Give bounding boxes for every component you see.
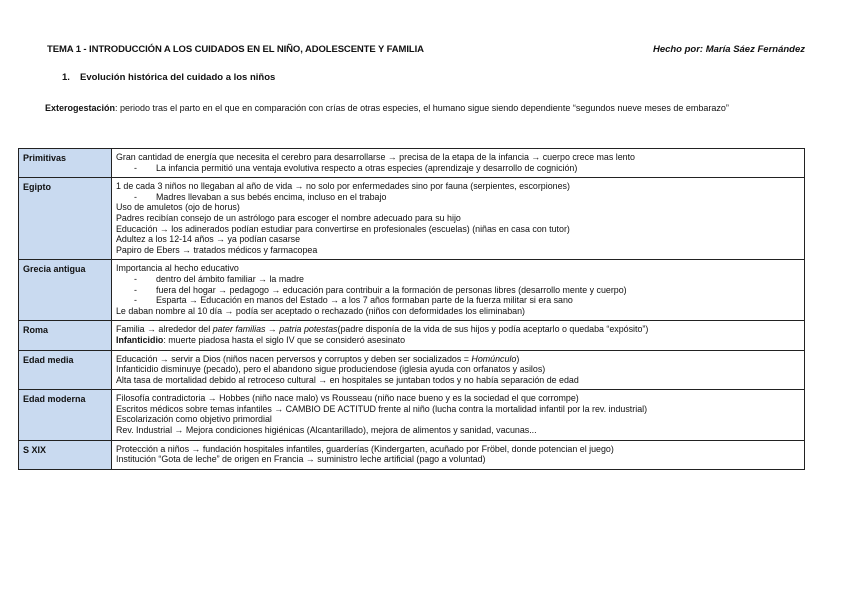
content-line: Institución “Gota de leche” de origen en Francia → suministro leche artificial (pago a voluntad) [116, 454, 486, 465]
table-row-edad-moderna [19, 390, 805, 440]
period-label: Edad media [19, 350, 112, 390]
homunculo-term: Homúnculo [471, 353, 517, 364]
content-line: Infanticidio disminuye (pecado), pero el abandono sigue produciendose (iglesia ayuda con orfanatos y asilos) [116, 364, 546, 375]
bullet-dash: - [134, 273, 137, 284]
table-row-egipto [19, 178, 805, 260]
period-content [112, 260, 805, 321]
content-subline: - fuera del hogar → pedagogo → educación para contribuir a la formación de personas libres (desarrollo mente y cuerpo) [134, 284, 627, 295]
content-line: Escritos médicos sobre temas infantiles → CAMBIO DE ACTITUD frente al niño (lucha contra la mortalidad infantil por la rev. industrial) [116, 403, 648, 414]
bullet-dash: - [134, 295, 137, 306]
period-content [112, 350, 805, 390]
intro-text: : periodo tras el parto en el que en comparación con crías de otras especies, el humano sigue siendo dependiente “segundos nueve meses de embarazo” [115, 103, 729, 113]
content-line: Alta tasa de mortalidad debido al retroceso cultural → en hospitales se juntaban todos y no había separación de edad [116, 374, 579, 385]
pater-familias-term: pater familias [212, 324, 266, 335]
content-line: Adultez a los 12-14 años → ya podían casarse [116, 234, 301, 245]
content-line: Escolarización como objetivo primordial [116, 414, 272, 425]
content-subline: - Esparta → Educación en manos del Estado → a los 7 años formaban parte de la fuerza militar si era sano [134, 295, 573, 306]
content-line: Uso de amuletos (ojo de horus) [116, 202, 240, 213]
period-label: Primitivas [19, 149, 112, 178]
content-line: Rev. Industrial → Mejora condiciones higiénicas (Alcantarillado), mejora de alimentos y sanidad, vacunas... [116, 425, 537, 436]
section-heading [62, 72, 275, 83]
table-row-s-xix [19, 440, 805, 469]
document-header [47, 44, 805, 58]
document-author: Hecho por: María Sáez Fernández [652, 44, 805, 55]
intro-term: Exterogestación [45, 103, 116, 113]
history-table [18, 148, 805, 470]
document-title: TEMA 1 - INTRODUCCIÓN A LOS CUIDADOS EN EL NIÑO, ADOLESCENTE Y FAMILIA [47, 44, 424, 55]
period-label: Egipto [19, 178, 112, 260]
bullet-dash: - [134, 284, 137, 295]
content-line: Le daban nombre al 10 día → podía ser aceptado o rechazado (niños con deformidades los eliminaban) [116, 305, 526, 316]
content-line: 1 de cada 3 niños no llegaban al año de vida → no solo por enfermedades sino por fauna (serpientes, escorpiones) [116, 181, 570, 192]
period-label: Edad moderna [19, 390, 112, 440]
bullet-dash: - [134, 191, 137, 202]
period-content [112, 178, 805, 260]
section-number: 1. [62, 72, 70, 83]
period-content [112, 440, 805, 469]
patria-potestas-term: patria potestas [279, 324, 338, 335]
table-row-edad-media [19, 350, 805, 390]
content-subline: - La infancia permitió una ventaja evolutiva respecto a otras especies (aprendizaje y desarrollo de cognición) [134, 162, 578, 173]
content-line: Educación → servir a Dios (niños nacen perversos y corruptos y deben ser socializados = Homúnculo) [116, 353, 520, 364]
period-label: Grecia antigua [19, 260, 112, 321]
content-subline: - Madres llevaban a sus bebés encima, incluso en el trabajo [134, 191, 387, 202]
period-label: Roma [19, 321, 112, 350]
content-line: Gran cantidad de energía que necesita el cerebro para desarrollarse → precisa de la etapa de la infancia → cuerpo crece mas lento [116, 152, 635, 162]
content-line: Filosofía contradictoria → Hobbes (niño nace malo) vs Rousseau (niño nace bueno y es la sociedad el que corrompe) [116, 393, 579, 404]
section-title: Evolución histórica del cuidado a los niños [80, 72, 276, 83]
content-line: Infanticidio: muerte piadosa hasta el siglo IV que se consideró asesinato [116, 334, 406, 345]
bullet-dash: - [134, 162, 137, 173]
content-line: Papiro de Ebers → tratados médicos y farmacopea [116, 244, 318, 255]
table-row-grecia [19, 260, 805, 321]
period-content [112, 390, 805, 440]
table-row-roma [19, 321, 805, 350]
content-subline: - dentro del ámbito familiar → la madre [134, 273, 304, 284]
intro-paragraph [45, 102, 805, 115]
period-content [112, 149, 805, 178]
infanticidio-term: Infanticidio [116, 334, 164, 345]
content-line: Protección a niños → fundación hospitales infantiles, guarderías (Kindergarten, acuñado por Fröbel, donde potencian el juego) [116, 443, 614, 454]
content-line: Importancia al hecho educativo [116, 263, 239, 274]
period-content [112, 321, 805, 350]
content-line: Educación → los adinerados podían estudiar para convertirse en profesionales (escuelas) (niñas en casa con tutor) [116, 223, 570, 234]
content-line: Familia → alrededor del pater familias → patria potestas(padre disponía de la vida de sus hijos y podía aceptarlo o quedaba “expósito”) [116, 324, 649, 335]
period-label: S XIX [19, 440, 112, 469]
table-row-primitivas [19, 149, 805, 178]
content-line: Padres recibían consejo de un astrólogo para escoger el nombre adecuado para su hijo [116, 212, 461, 223]
